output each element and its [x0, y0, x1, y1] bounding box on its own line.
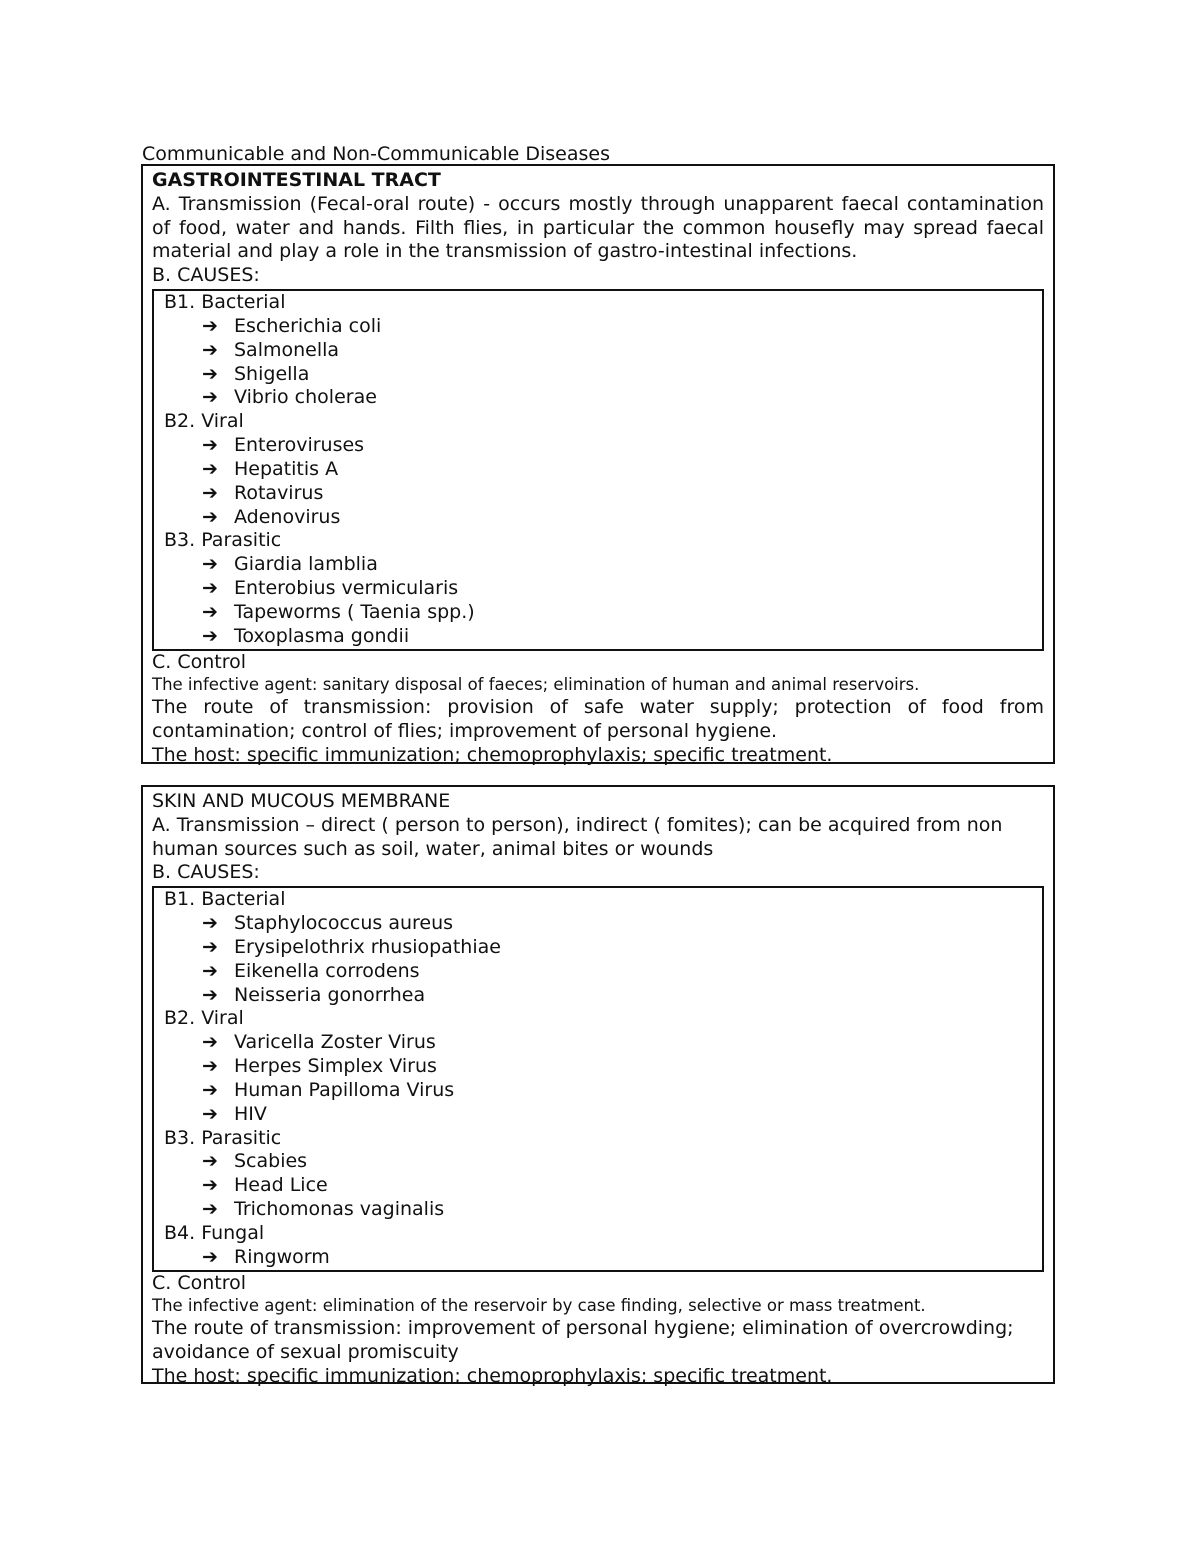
arrow-right-icon: ➔: [202, 600, 218, 623]
causes-label: B. CAUSES:: [152, 861, 260, 884]
cause-group-label: B2. Viral: [164, 1007, 244, 1030]
list-item: [164, 386, 1042, 410]
arrow-right-icon: ➔: [202, 1078, 218, 1101]
list-item-text: Toxoplasma gondii: [234, 624, 410, 647]
list-item-text: Ringworm: [234, 1245, 330, 1268]
list-item-text: Head Lice: [234, 1174, 328, 1197]
list-item-text: Enteroviruses: [234, 434, 365, 457]
control-route: The route of transmission: improvement of personal hygiene; elimination of overcrowding; avoidance of sexual promiscuity: [152, 1317, 1014, 1364]
list-item-text: Salmonella: [234, 338, 340, 361]
list-item-text: Human Papilloma Virus: [234, 1078, 455, 1101]
list-item-text: Shigella: [234, 362, 310, 385]
list-item: [164, 434, 1042, 458]
list-item: [164, 553, 1042, 577]
arrow-right-icon: ➔: [202, 1102, 218, 1125]
section-skin-mucous-membrane: [141, 785, 1055, 1388]
list-item: [164, 1198, 1042, 1222]
causes-box: [152, 886, 1044, 1272]
list-item: [164, 315, 1042, 339]
document-title: Communicable and Non-Communicable Diseases: [142, 143, 611, 165]
arrow-right-icon: ➔: [202, 481, 218, 504]
list-item-text: Erysipelothrix rhusiopathiae: [234, 935, 501, 958]
list-item-text: Tapeworms ( Taenia spp.): [234, 600, 475, 623]
arrow-right-icon: ➔: [202, 624, 218, 647]
arrow-right-icon: ➔: [202, 912, 218, 935]
arrow-right-icon: ➔: [202, 1031, 218, 1054]
list-item: [164, 936, 1042, 960]
cause-group-label: B1. Bacterial: [164, 290, 286, 313]
list-item-text: Giardia lamblia: [234, 553, 378, 576]
arrow-right-icon: ➔: [202, 959, 218, 982]
control-host: The host: specific immunization; chemoprophylaxis; specific treatment.: [152, 744, 833, 767]
cause-group-label: B3. Parasitic: [164, 529, 282, 552]
list-item-text: Vibrio cholerae: [234, 386, 377, 409]
list-item-text: Hepatitis A: [234, 457, 339, 480]
cause-group-label: B1. Bacterial: [164, 888, 286, 911]
list-item: [164, 625, 1042, 649]
list-item-text: Trichomonas vaginalis: [234, 1198, 445, 1221]
control-host: The host: specific immunization; chemoprophylaxis; specific treatment.: [152, 1365, 833, 1388]
cause-group-label: B3. Parasitic: [164, 1126, 282, 1149]
list-item-text: Staphylococcus aureus: [234, 912, 454, 935]
list-item-text: Rotavirus: [234, 481, 324, 504]
arrow-right-icon: ➔: [202, 1198, 218, 1221]
list-item: [164, 912, 1042, 936]
list-item-text: Varicella Zoster Virus: [234, 1031, 436, 1054]
list-item: [164, 363, 1042, 387]
arrow-right-icon: ➔: [202, 553, 218, 576]
list-item: [164, 960, 1042, 984]
control-route: The route of transmission: provision of safe water supply; protection of food from contamination; control of flies; improvement of personal hygiene.: [152, 696, 1044, 743]
list-item-text: Adenovirus: [234, 505, 341, 528]
cause-group-label: B4. Fungal: [164, 1222, 265, 1244]
arrow-right-icon: ➔: [202, 314, 218, 337]
list-item: [164, 1174, 1042, 1198]
list-item: [164, 482, 1042, 506]
list-item-text: Herpes Simplex Virus: [234, 1055, 437, 1078]
section-gastrointestinal: [141, 164, 1055, 767]
section-heading: SKIN AND MUCOUS MEMBRANE: [152, 790, 451, 812]
list-item-text: Neisseria gonorrhea: [234, 983, 426, 1006]
list-item: [164, 601, 1042, 625]
list-item: [164, 506, 1042, 530]
control-infective-agent: The infective agent: sanitary disposal of faeces; elimination of human and animal reservoirs.: [152, 675, 920, 695]
list-item: [164, 1031, 1042, 1055]
transmission-text: A. Transmission (Fecal-oral route) - occurs mostly through unapparent faecal contamination of food, water and hands. Filth flies, in particular the common housefly may spread faecal material and play a role in the transmission of gastro-intestinal infections.: [152, 192, 1044, 263]
arrow-right-icon: ➔: [202, 1055, 218, 1078]
cause-group-label: B2. Viral: [164, 410, 244, 433]
causes-label: B. CAUSES:: [152, 264, 260, 287]
list-item: [164, 1103, 1042, 1127]
list-item: [164, 984, 1042, 1008]
arrow-right-icon: ➔: [202, 983, 218, 1006]
list-item: [164, 458, 1042, 482]
section-heading: GASTROINTESTINAL TRACT: [152, 169, 441, 191]
list-item-text: Scabies: [234, 1150, 308, 1173]
arrow-right-icon: ➔: [202, 577, 218, 600]
list-item: [164, 339, 1042, 363]
list-item: [164, 577, 1042, 601]
arrow-right-icon: ➔: [202, 362, 218, 385]
list-item: [164, 1079, 1042, 1103]
arrow-right-icon: ➔: [202, 1174, 218, 1197]
arrow-right-icon: ➔: [202, 338, 218, 361]
list-item: [164, 1246, 1042, 1270]
transmission-text: A. Transmission – direct ( person to person), indirect ( fomites); can be acquired from non human sources such as soil, water, animal bites or wounds: [152, 813, 1003, 860]
list-item: [164, 1150, 1042, 1174]
list-item: [164, 1055, 1042, 1079]
arrow-right-icon: ➔: [202, 935, 218, 958]
list-item-text: HIV: [234, 1102, 267, 1125]
arrow-right-icon: ➔: [202, 1150, 218, 1173]
arrow-right-icon: ➔: [202, 457, 218, 480]
causes-box: [152, 289, 1044, 651]
control-infective-agent: The infective agent: elimination of the reservoir by case finding, selective or mass treatment.: [152, 1296, 926, 1316]
arrow-right-icon: ➔: [202, 434, 218, 457]
arrow-right-icon: ➔: [202, 505, 218, 528]
arrow-right-icon: ➔: [202, 386, 218, 409]
list-item-text: Eikenella corrodens: [234, 959, 420, 982]
list-item-text: Enterobius vermicularis: [234, 577, 459, 600]
control-label: C. Control: [152, 1271, 247, 1294]
list-item-text: Escherichia coli: [234, 314, 382, 337]
control-label: C. Control: [152, 650, 247, 673]
arrow-right-icon: ➔: [202, 1245, 218, 1268]
